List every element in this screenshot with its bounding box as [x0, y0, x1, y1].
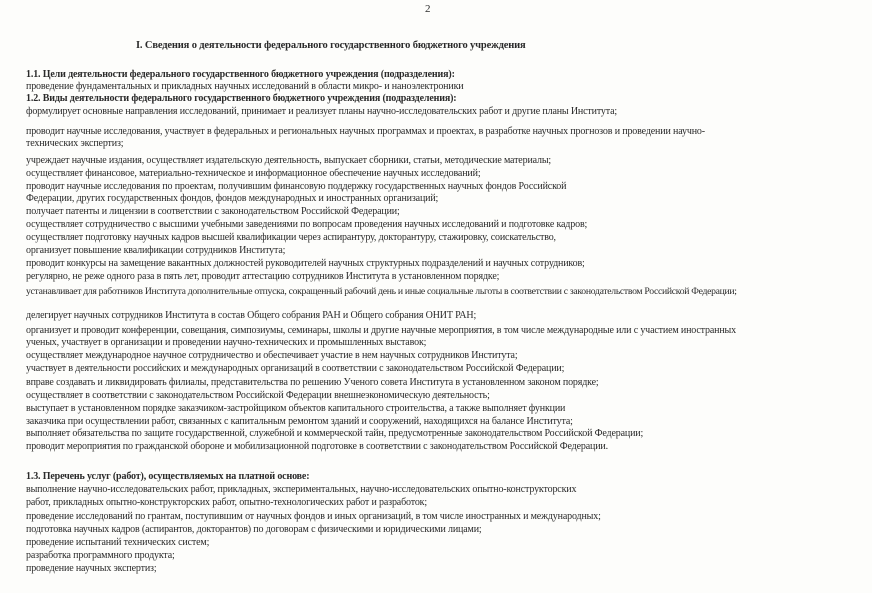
text-line: организует повышение квалификации сотрудников Института;: [26, 245, 286, 256]
text-line: получает патенты и лицензии в соответствии с законодательством Российской Федерации;: [26, 206, 400, 217]
text-line: технических экспертиз;: [26, 138, 124, 149]
text-line: проводит научные исследования, участвует в федеральных и региональных научных программах и проектах, в разработке научных прогнозов и проведении научно-: [26, 126, 705, 137]
text-line: проводит научные исследования по проектам, получившим финансовую поддержку государственных научных фондов Российской: [26, 181, 567, 192]
text-line: работ, прикладных опытно-конструкторских работ, опытно-технологических работ и разработок;: [26, 497, 428, 508]
text-line: проведение научных экспертиз;: [26, 563, 157, 574]
text-line: ученых, участвует в организации и проведении научно-технических и промышленных выставок;: [26, 337, 427, 348]
text-line: Федерации, других государственных фондов, фондов международных и иностранных организаций;: [26, 193, 439, 204]
text-line: проводит конкурсы на замещение вакантных должностей руководителей научных структурных подразделений и научных сотрудников;: [26, 258, 585, 269]
section-title-activities: 1.2. Виды деятельности федерального государственного бюджетного учреждения (подразделения):: [26, 93, 457, 104]
text-line: выполняет обязательства по защите государственной, служебной и коммерческой тайн, предусмотренные законодательством Российской Федерации;: [26, 428, 644, 439]
document-heading: I. Сведения о деятельности федерального государственного бюджетного учреждения: [136, 40, 526, 51]
text-line: подготовка научных кадров (аспирантов, докторантов) по договорам с физическими и юридическими лицами;: [26, 524, 482, 535]
text-line: осуществляет международное научное сотрудничество и обеспечивает участие в нем научных сотрудников Института;: [26, 350, 518, 361]
text-line: выступает в установленном порядке заказчиком-застройщиком объектов капитального строительства, а также выполняет функции: [26, 403, 566, 414]
text-line: проводит мероприятия по гражданской обороне и мобилизационной подготовке в соответствии с законодательством Российской Федерации.: [26, 441, 608, 452]
text-line: вправе создавать и ликвидировать филиалы, представительства по решению Ученого совета Института в установленном законом порядке;: [26, 377, 599, 388]
text-line: формулирует основные направления исследований, принимает и реализует планы научно-исследовательских работ и другие планы Института;: [26, 106, 618, 117]
text-line: проведение исследований по грантам, поступившим от научных фондов и иных организаций, в том числе иностранных и международных;: [26, 511, 601, 522]
text-line: участвует в деятельности российских и международных организаций в соответствии с законодательством Российской Федерации;: [26, 363, 565, 374]
text-line: осуществляет финансовое, материально-техническое и информационное обеспечение научных исследований;: [26, 168, 481, 179]
page-number: 2: [425, 3, 431, 15]
text-line: осуществляет в соответствии с законодательством Российской Федерации внешнеэкономическую деятельность;: [26, 390, 490, 401]
text-line: осуществляет подготовку научных кадров высшей квалификации через аспирантуру, докторантуру, стажировку, соискательство,: [26, 232, 556, 243]
text-line: регулярно, не реже одного раза в пять лет, проводит аттестацию сотрудников Института в установленном порядке;: [26, 271, 500, 282]
text-line: учреждает научные издания, осуществляет издательскую деятельность, выпускает сборники, статьи, методические материалы;: [26, 155, 552, 166]
text-line: проведение фундаментальных и прикладных научных исследований в области микро- и наноэлектроники: [26, 81, 464, 92]
text-line: осуществляет сотрудничество с высшими учебными заведениями по вопросам проведения научных исследований и подготовке кадров;: [26, 219, 588, 230]
text-line: делегирует научных сотрудников Института в состав Общего собрания РАН и Общего собрания ОНИТ РАН;: [26, 310, 477, 321]
section-title-goals: 1.1. Цели деятельности федерального государственного бюджетного учреждения (подразделения):: [26, 69, 455, 80]
section-title-paid-services: 1.3. Перечень услуг (работ), осуществляемых на платной основе:: [26, 471, 310, 482]
text-line: проведение испытаний технических систем;: [26, 537, 210, 548]
text-line: заказчика при осуществлении работ, связанных с капитальным ремонтом зданий и сооружений, находящихся на балансе Института;: [26, 416, 573, 427]
text-line: организует и проводит конференции, совещания, симпозиумы, семинары, школы и другие научные мероприятия, в том числе международные или с участием иностранных: [26, 325, 736, 336]
text-line: выполнение научно-исследовательских работ, прикладных, экспериментальных, научно-исследовательских опытно-конструкторских: [26, 484, 577, 495]
text-line: устанавливает для работников Института дополнительные отпуска, сокращенный рабочий день и иные социальные льготы в соответствии с законодательством Российской Федерации;: [26, 286, 737, 297]
text-line: разработка программного продукта;: [26, 550, 175, 561]
